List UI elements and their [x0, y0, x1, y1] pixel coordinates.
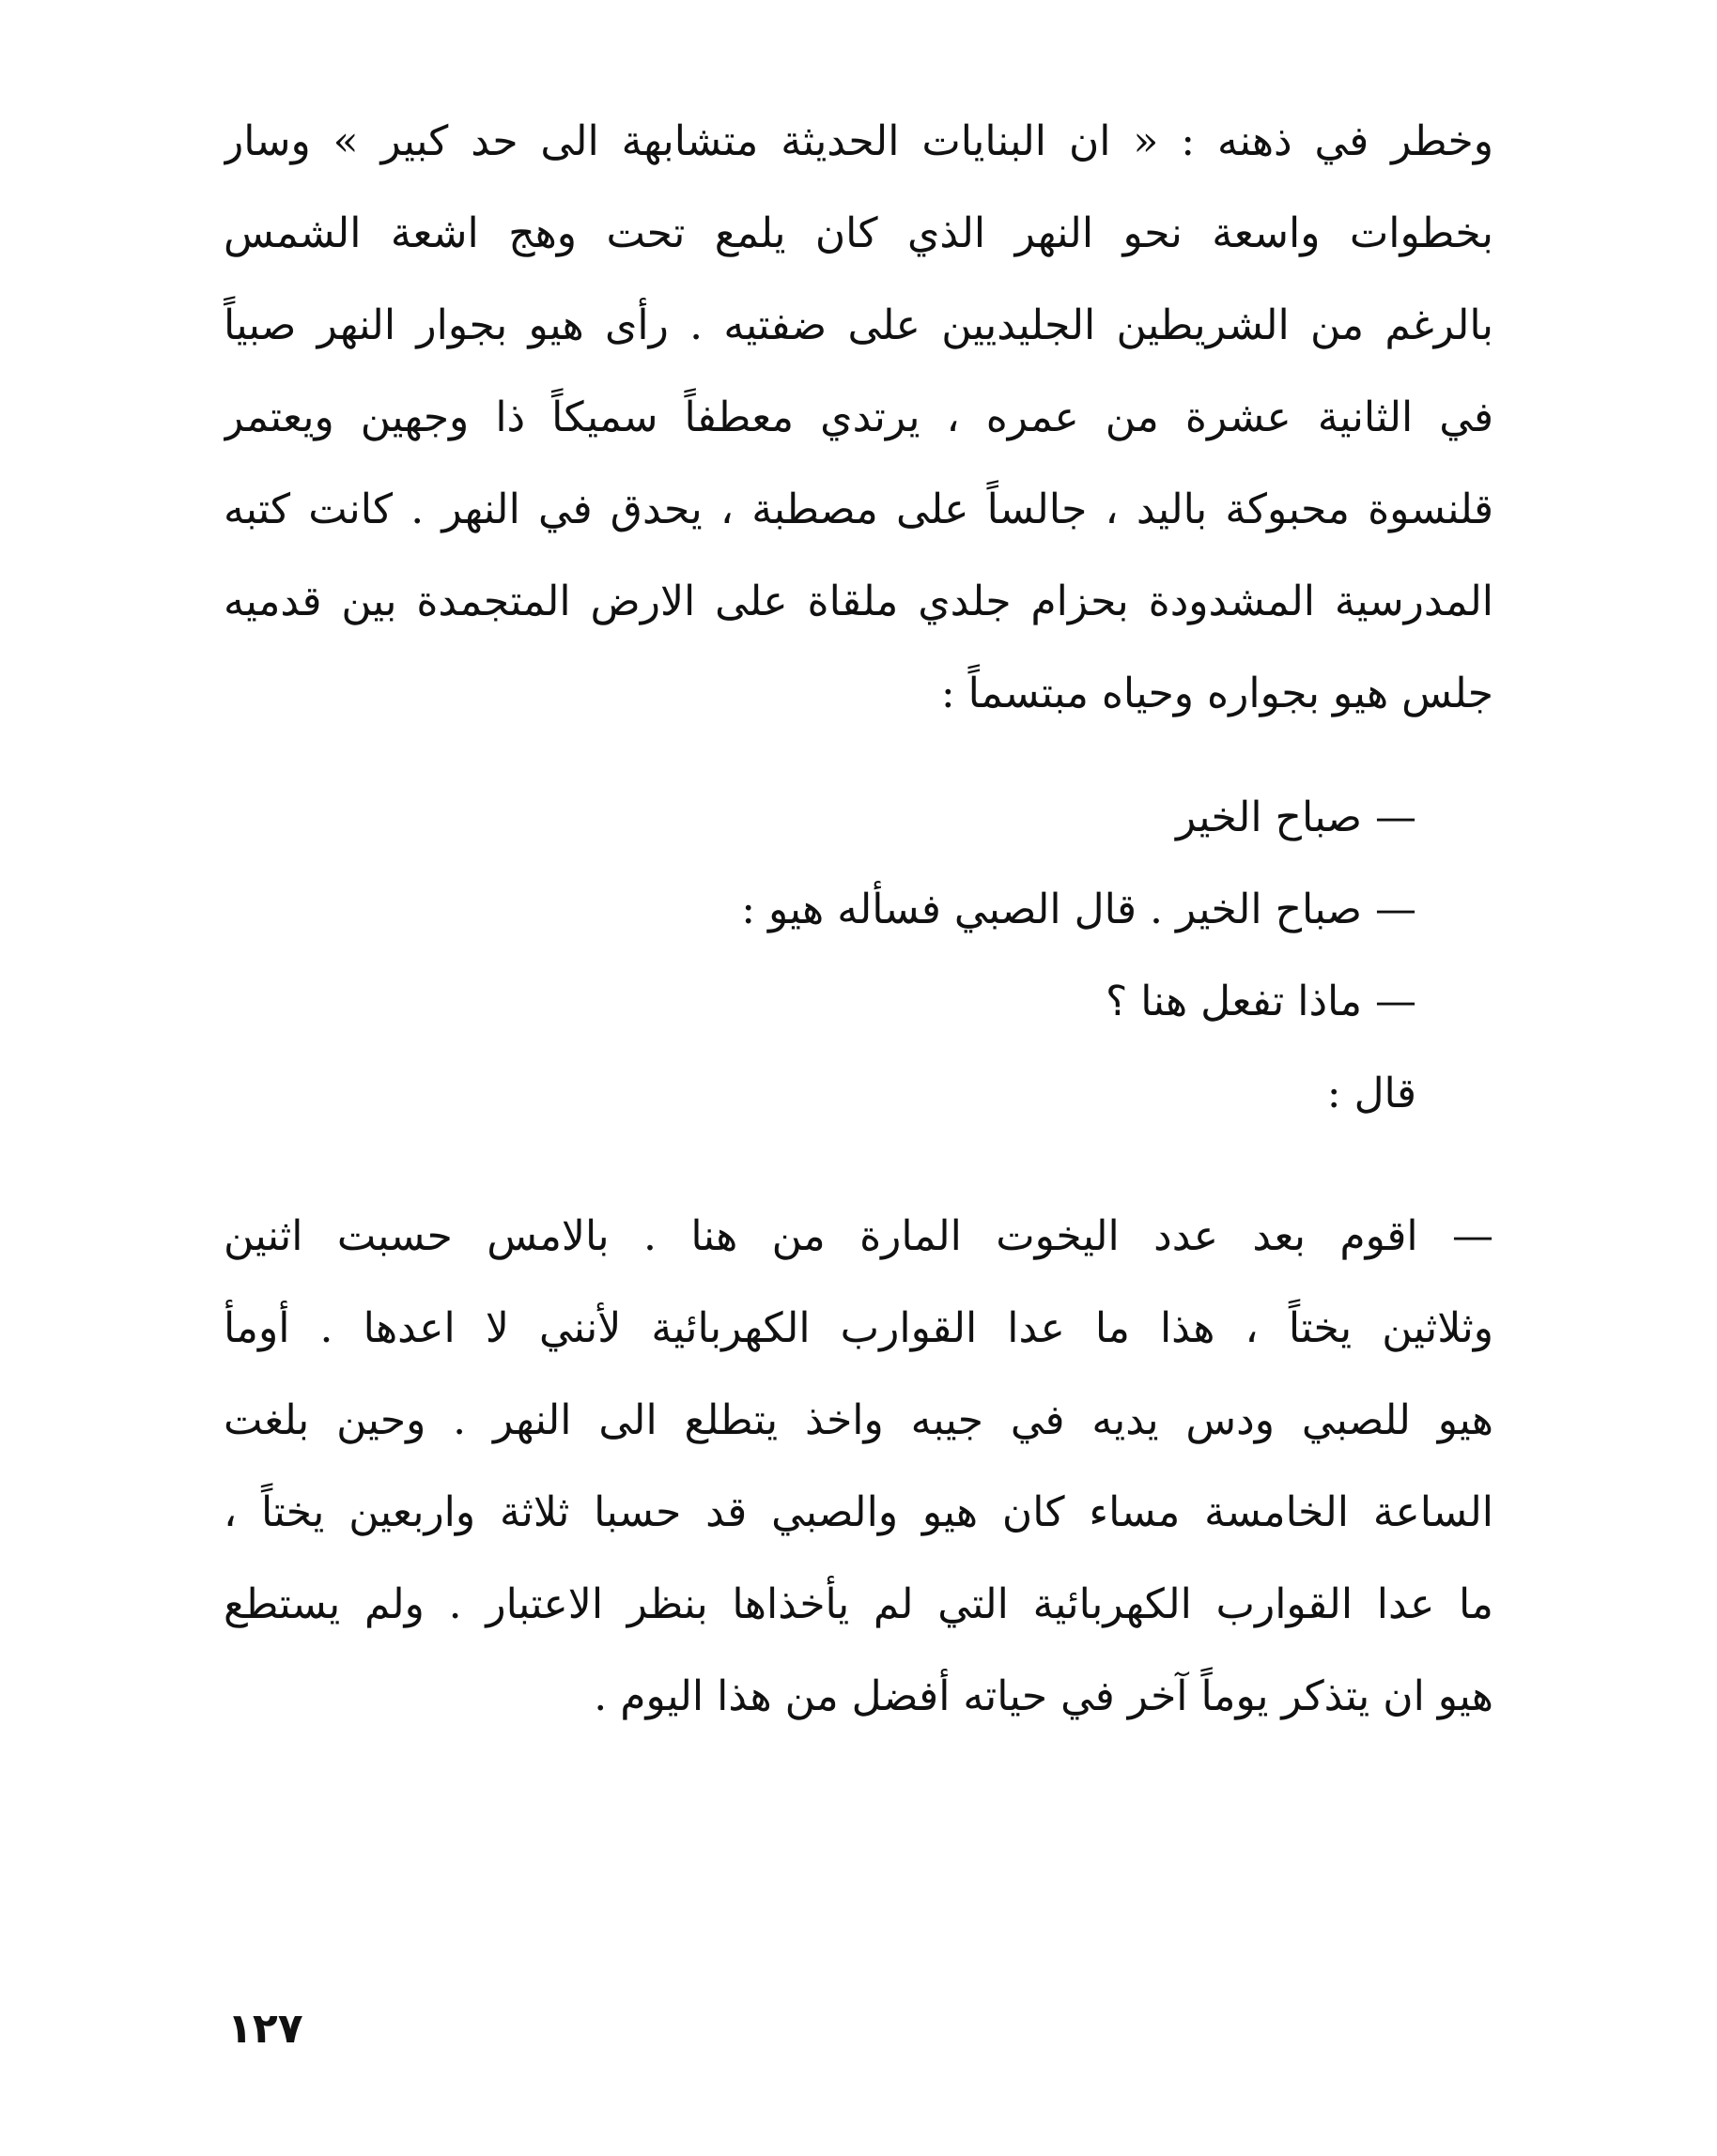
text-line: الساعة الخامسة مساء كان هيو والصبي قد حسبا ثلاثة واربعين يختاً ،	[224, 1488, 1493, 1536]
paragraph-1	[224, 96, 1493, 740]
dialogue-line: — صباح الخير . قال الصبي فسأله هيو :	[741, 886, 1416, 933]
text-line: بخطوات واسعة نحو النهر الذي كان يلمع تحت وهج اشعة الشمس	[224, 209, 1493, 257]
text-line: قلنسوة محبوكة باليد ، جالساً على مصطبة ، يحدق في النهر . كانت كتبه	[224, 485, 1493, 533]
dialogue-line: — ماذا تفعل هنا ؟	[1105, 978, 1416, 1025]
text-line: ما عدا القوارب الكهربائية التي لم يأخذاها بنظر الاعتبار . ولم يستطع	[224, 1580, 1493, 1628]
text-line: هيو للصبي ودس يديه في جيبه واخذ يتطلع الى النهر . وحين بلغت	[224, 1396, 1493, 1444]
dialogue-block	[383, 772, 1416, 1140]
text-line: جلس هيو بجواره وحياه مبتسماً :	[940, 670, 1493, 717]
text-line: في الثانية عشرة من عمره ، يرتدي معطفاً سميكاً ذا وجهين ويعتمر	[224, 393, 1493, 441]
text-line: بالرغم من الشريطين الجليديين على ضفتيه . رأى هيو بجوار النهر صبياً	[224, 301, 1493, 349]
paragraph-2	[224, 1191, 1493, 1743]
text-line: المدرسية المشدودة بحزام جلدي ملقاة على الارض المتجمدة بين قدميه	[224, 578, 1493, 625]
text-line: — اقوم بعد عدد اليخوت المارة من هنا . بالامس حسبت اثنين	[224, 1212, 1493, 1260]
text-line: وثلاثين يختاً ، هذا ما عدا القوارب الكهربائية لأنني لا اعدها . أومأ	[224, 1304, 1493, 1352]
dialogue-line: قال :	[1326, 1070, 1416, 1117]
text-line: هيو ان يتذكر يوماً آخر في حياته أفضل من هذا اليوم .	[594, 1672, 1493, 1720]
text-line: وخطر في ذهنه : « ان البنايات الحديثة متشابهة الى حد كبير » وسار	[224, 117, 1493, 165]
page-number: ١٢٧	[227, 2005, 303, 2053]
dialogue-line: — صباح الخير	[1175, 793, 1416, 841]
